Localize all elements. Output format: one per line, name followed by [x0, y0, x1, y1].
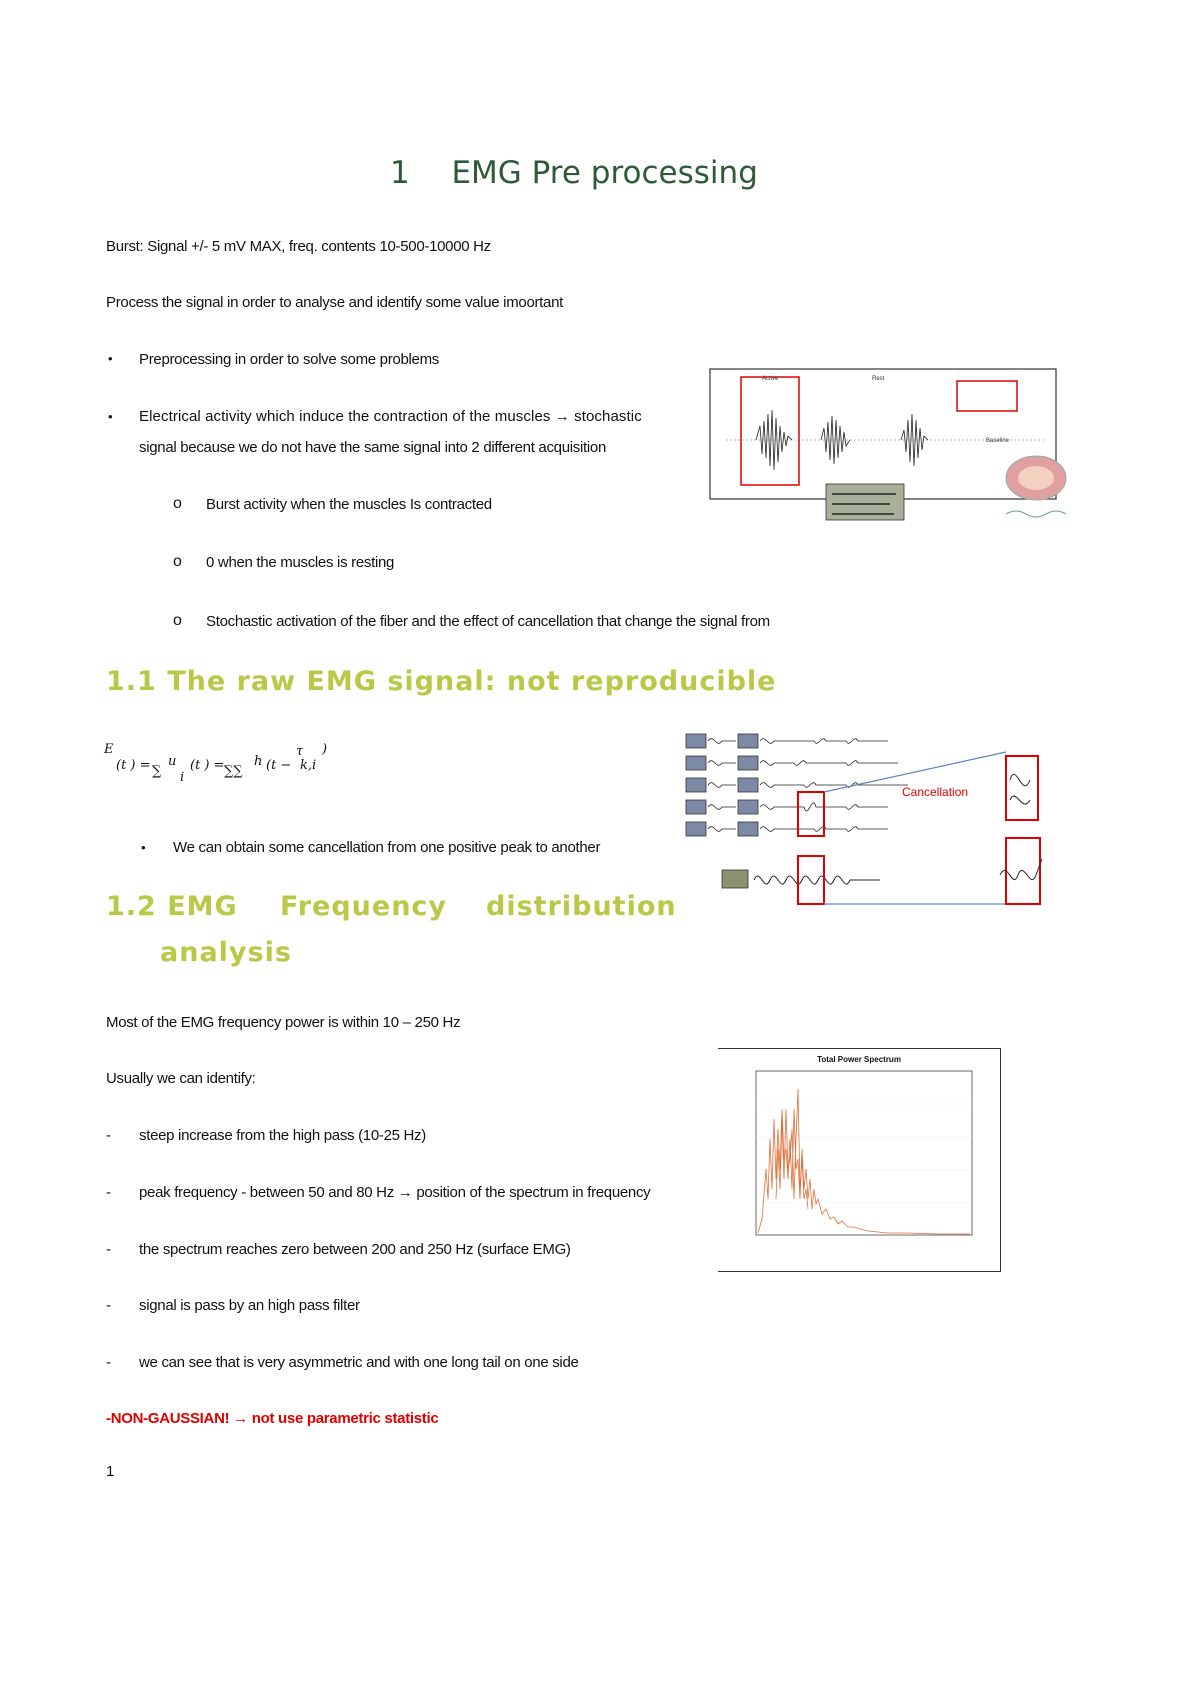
page-title: [390, 155, 758, 191]
emg-burst-figure: [706, 366, 1072, 526]
dash-marker: -: [106, 1184, 111, 1201]
section-1-2-heading-line2: analysis: [160, 937, 292, 968]
section-1-2-heading-word1: 1.2 EMG: [106, 891, 238, 922]
burst-paragraph: Burst: Signal +/- 5 mV MAX, freq. contents 10-500-10000 Hz: [106, 238, 491, 255]
non-gaussian-conclusion: [106, 1410, 438, 1427]
sub-bullet-resting: 0 when the muscles is resting: [206, 554, 395, 571]
dash-marker: -: [106, 1127, 111, 1144]
dash-marker: -: [106, 1297, 111, 1314]
frequency-power-paragraph: Most of the EMG frequency power is within 10 – 250 Hz: [106, 1014, 461, 1031]
svg-text:Rest: Rest: [872, 376, 885, 382]
bullet-dot: •: [108, 409, 113, 424]
sub-bullet-marker: o: [173, 612, 182, 629]
section-1-2-heading-word2: Frequency: [280, 891, 448, 922]
sub-bullet-stochastic: Stochastic activation of the fiber and the effect of cancellation that change the signal from: [206, 613, 770, 630]
dash-item-high-pass: steep increase from the high pass (10-25 Hz): [139, 1127, 426, 1144]
sub-bullet-marker: o: [173, 553, 182, 570]
dash-item-asymmetric: we can see that is very asymmetric and with one long tail on one side: [139, 1354, 579, 1371]
dash-item-spectrum-zero: the spectrum reaches zero between 200 and 250 Hz (surface EMG): [139, 1241, 571, 1258]
bullet-cancellation: We can obtain some cancellation from one positive peak to another: [173, 839, 601, 856]
svg-text:Active: Active: [762, 376, 779, 382]
dash-item-peak-frequency: peak frequency - between 50 and 80 Hz → position of the spectrum in frequency: [139, 1184, 651, 1201]
arrow-icon: →: [233, 1410, 248, 1427]
bullet-preprocessing: Preprocessing in order to solve some problems: [139, 351, 439, 368]
dash-marker: -: [106, 1354, 111, 1371]
page-number: 1: [106, 1463, 115, 1480]
svg-text:Baseline: Baseline: [986, 438, 1010, 444]
bullet-electrical-activity: Electrical activity which induce the contraction of the muscles → stochastic: [139, 408, 642, 425]
process-paragraph: Process the signal in order to analyse and identify some value imoortant: [106, 294, 563, 311]
heading-number: 1: [390, 155, 410, 191]
dash-item-high-pass-filter: signal is pass by an high pass filter: [139, 1297, 360, 1314]
dash-marker: -: [106, 1241, 111, 1258]
bullet-electrical-activity-cont: signal because we do not have the same signal into 2 different acquisition: [139, 439, 607, 456]
spectrum-plot: [718, 1049, 1000, 1271]
identify-paragraph: Usually we can identify:: [106, 1070, 256, 1087]
heading-text: EMG Pre processing: [451, 155, 758, 191]
bullet-dot: •: [141, 840, 146, 855]
power-spectrum-figure: [718, 1048, 1001, 1272]
section-1-1-heading: 1.1 The raw EMG signal: not reproducible: [106, 666, 777, 697]
cancellation-label: Cancellation: [902, 785, 969, 799]
emg-formula: E (t ) = ∑ u i (t ) = ∑∑ h (t − τ k,i ): [104, 742, 328, 785]
bullet-dot: •: [108, 351, 113, 366]
spectrum-title: Total Power Spectrum: [817, 1055, 901, 1064]
non-parametric-label: not use parametric statistic: [251, 1410, 439, 1427]
sub-bullet-marker: o: [173, 495, 182, 512]
section-1-2-heading-word3: distribution: [486, 891, 677, 922]
sub-bullet-burst: Burst activity when the muscles Is contracted: [206, 496, 492, 513]
cancellation-figure: [682, 730, 1052, 912]
non-gaussian-label: -NON-GAUSSIAN!: [106, 1410, 230, 1427]
